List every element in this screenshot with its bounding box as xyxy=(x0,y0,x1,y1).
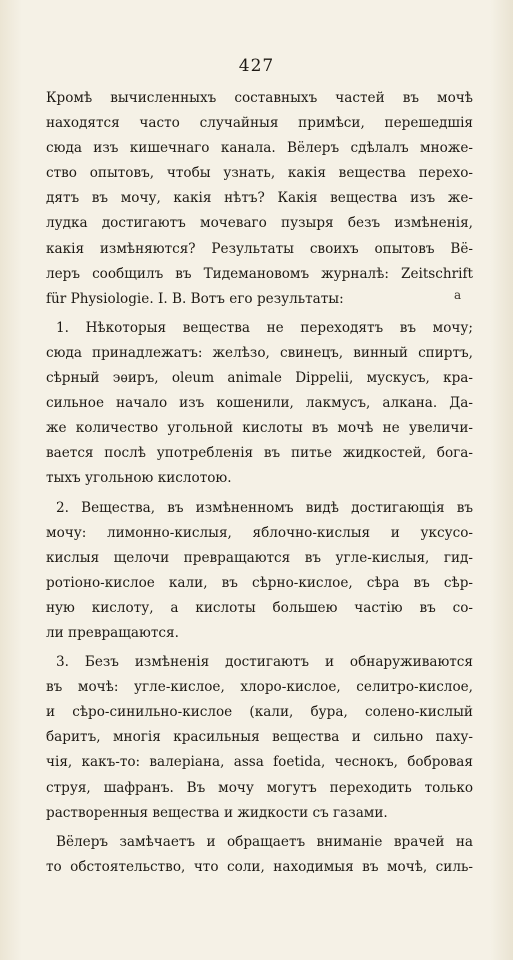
margin-mark: a xyxy=(454,288,462,302)
text-line: 2. Вещества, въ измѣненномъ видѣ достигающія въ xyxy=(56,499,473,516)
text-line: леръ сообщилъ въ Тидемановомъ журналѣ: Zeitschrift xyxy=(46,265,473,282)
text-line: вается послѣ употребленія въ питье жидкостей, бога- xyxy=(46,445,473,462)
text-line: тыхъ угольною кислотою. xyxy=(46,470,232,487)
paragraph xyxy=(46,86,473,312)
text-line: ли превращаются. xyxy=(46,624,179,641)
text-line: лудка достигаютъ мочеваго пузыря безъ измѣненія, xyxy=(46,215,473,232)
text-line: für Physiologie. I. B. Вотъ его результаты: xyxy=(46,290,344,307)
text-line: какія измѣняются? Результаты своихъ опытовъ Вё- xyxy=(46,240,473,257)
text-line: 3. Безъ измѣненія достигаютъ и обнаруживаются xyxy=(56,654,473,671)
body-text xyxy=(46,86,473,880)
text-line: же количество угольной кислоты въ мочѣ не увеличи- xyxy=(46,420,473,437)
text-line: Вёлеръ замѣчаетъ и обращаетъ вниманіе врачей на xyxy=(56,833,473,850)
text-line: кислыя щелочи превращаются въ угле-кислыя, гид- xyxy=(46,549,473,566)
page-number: 427 xyxy=(238,56,275,76)
text-line: Кромѣ вычисленныхъ составныхъ частей въ мочѣ xyxy=(46,90,473,106)
text-line: сюда изъ кишечнаго канала. Вёлеръ сдѣлалъ множе- xyxy=(46,140,473,157)
text-line: ную кислоту, а кислоты большею частію въ со- xyxy=(46,599,473,616)
paragraph xyxy=(46,650,473,826)
paragraph xyxy=(46,496,473,647)
text-line: то обстоятельство, что соли, находимыя въ мочѣ, силь- xyxy=(46,858,473,875)
text-line: и сѣро-синильно-кислое (кали, бура, солено-кислый xyxy=(46,704,473,721)
text-line: дятъ въ мочу, какія нѣтъ? Какія вещества изъ же- xyxy=(46,190,473,207)
text-line: растворенныя вещества и жидкости съ газами. xyxy=(46,804,388,821)
text-line: въ мочѣ: угле-кислое, хлоро-кислое, селитро-кислое, xyxy=(46,679,473,696)
text-line: сюда принадлежатъ: желѣзо, свинецъ, винный спиртъ, xyxy=(46,344,473,361)
paragraph xyxy=(46,316,473,492)
text-line: находятся часто случайныя примѣси, перешедшія xyxy=(46,115,473,132)
text-line: баритъ, многія красильныя вещества и сильно паху- xyxy=(46,729,473,746)
text-line: сильное начало изъ кошенили, лакмусъ, алкана. Да- xyxy=(46,395,473,412)
text-line: мочу: лимонно-кислыя, яблочно-кислыя и уксусо- xyxy=(46,524,473,541)
text-line: сѣрный эѳиръ, oleum animale Dippelii, мускусъ, кра- xyxy=(46,370,473,387)
paragraph xyxy=(46,830,473,880)
text-line: ство опытовъ, чтобы узнать, какія вещества перехо- xyxy=(46,165,473,182)
text-line: чія, какъ-то: валеріана, assa foetida, чеснокъ, бобровая xyxy=(46,754,473,771)
text-line: струя, шафранъ. Въ мочу могутъ переходить только xyxy=(46,779,473,796)
text-line: ротіоно-кислое кали, въ сѣрно-кислое, сѣра въ сѣр- xyxy=(46,574,473,591)
text-line: 1. Нѣкоторыя вещества не переходятъ въ мочу; xyxy=(56,319,473,336)
